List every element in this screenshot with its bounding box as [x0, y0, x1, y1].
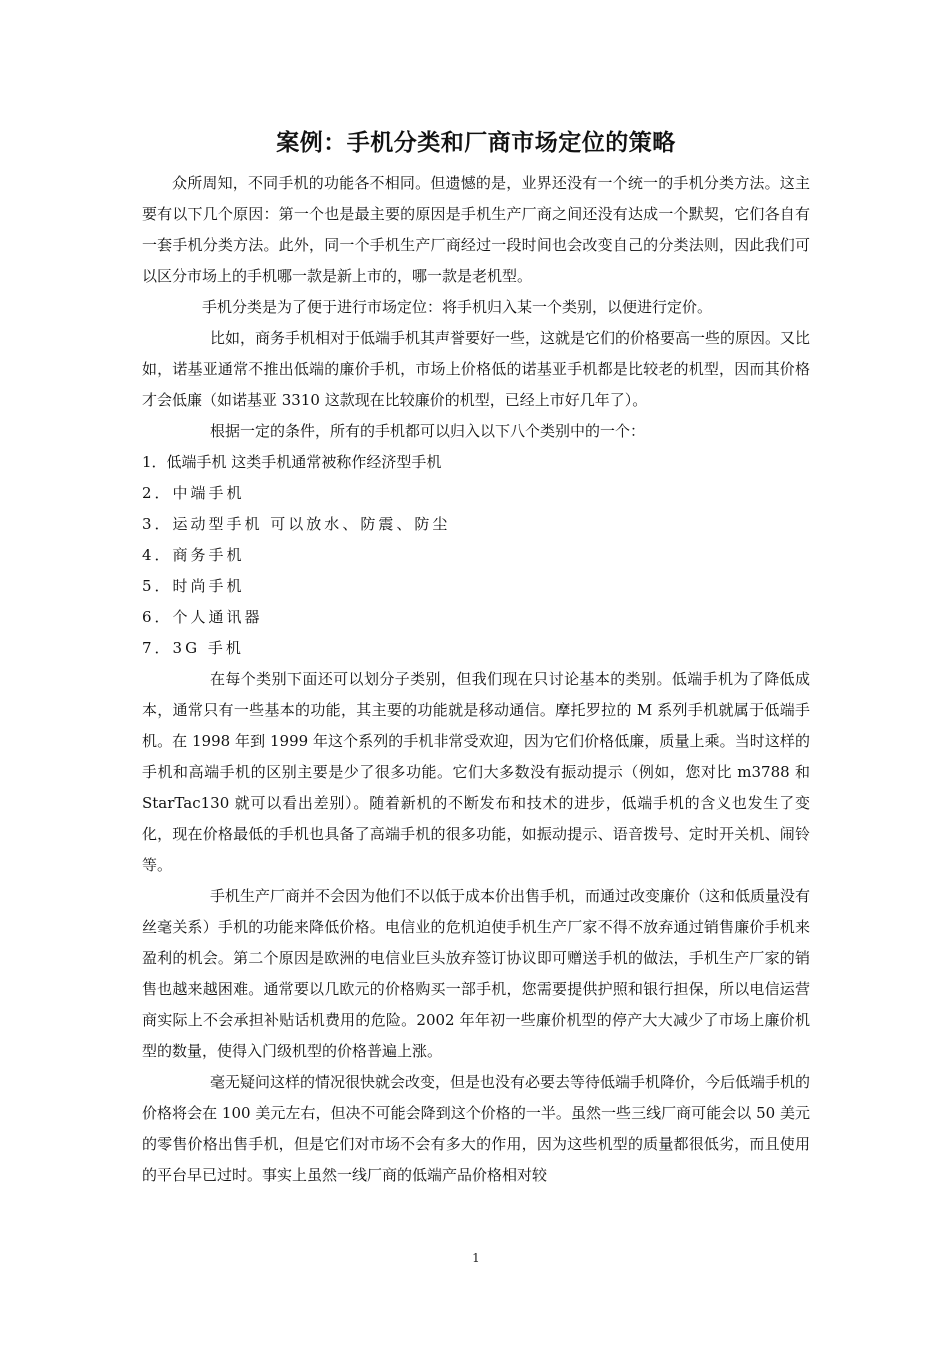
list-item: 3．运动型手机 可以放水、防震、防尘	[142, 515, 451, 533]
paragraph-examples: 比如，商务手机相对于低端手机其声誉要好一些，这就是它们的价格要高一些的原因。又比如，诺基亚通常不推出低端的廉价手机，市场上价格低的诺基亚手机都是比较老的机型，因而其价格才会低廉（如诺基亚 3310 这款现在比较廉价的机型，已经上市好几年了）。	[142, 329, 811, 409]
paragraph-intro: 众所周知，不同手机的功能各不相同。但遗憾的是，业界还没有一个统一的手机分类方法。这主要有以下几个原因：第一个也是最主要的原因是手机生产厂商之间还没有达成一个默契，它们各自有一套手机分类方法。此外，同一个手机生产厂商经过一段时间也会改变自己的分类法则，因此我们可以区分市场上的手机哪一款是新上市的，哪一款是老机型。	[142, 174, 810, 285]
paragraph-low-end: 在每个类别下面还可以划分子类别，但我们现在只讨论基本的类别。低端手机为了降低成本，通常只有一些基本的功能，其主要的功能就是移动通信。摩托罗拉的 M 系列手机就属于低端手机。在 1998 年到 1999 年这个系列的手机非常受欢迎，因为它们价格低廉，质量上乘。当时这样的手机和高端手机的区别主要是少了很多功能。它们大多数没有振动提示（例如，您对比 m3788 和 StarTac130 就可以看出差别）。随着新机的不断发布和技术的进步，低端手机的含义也发生了变化，现在价格最低的手机也具备了高端手机的很多功能，如振动提示、语音拨号、定时开关机、闹铃等。	[142, 670, 810, 874]
list-item: 1．低端手机 这类手机通常被称作经济型手机	[142, 453, 442, 471]
paragraph-manufacturers: 手机生产厂商并不会因为他们不以低于成本价出售手机，而通过改变廉价（这和低质量没有丝毫关系）手机的功能来降低价格。电信业的危机迫使手机生产厂家不得不放弃通过销售廉价手机来盈利的机会。第二个原因是欧洲的电信业巨头放弃签订协议即可赠送手机的做法，手机生产厂家的销售也越来越困难。通常要以几欧元的价格购买一部手机，您需要提供护照和银行担保，所以电信运营商实际上不会承担补贴话机费用的危险。2002 年年初一些廉价机型的停产大大减少了市场上廉价机型的数量，使得入门级机型的价格普遍上涨。	[142, 887, 811, 1060]
list-item: 7．3G 手机	[142, 639, 244, 657]
list-item: 6．个人通讯器	[142, 608, 263, 626]
document-body	[142, 168, 810, 1191]
document-title: 案例：手机分类和厂商市场定位的策略	[276, 130, 676, 156]
list-item: 5．时尚手机	[142, 577, 245, 595]
page-number: 1	[472, 1251, 480, 1265]
list-item: 2．中端手机	[142, 484, 245, 502]
paragraph-categories-intro: 根据一定的条件，所有的手机都可以归入以下八个类别中的一个：	[210, 422, 646, 440]
paragraph-positioning: 手机分类是为了便于进行市场定位：将手机归入某一个类别，以便进行定价。	[202, 298, 713, 316]
list-item: 4．商务手机	[142, 546, 245, 564]
category-list	[142, 447, 810, 664]
paragraph-outlook: 毫无疑问这样的情况很快就会改变，但是也没有必要去等待低端手机降价，今后低端手机的价格将会在 100 美元左右，但决不可能会降到这个价格的一半。虽然一些三线厂商可能会以 50 美元的零售价格出售手机，但是它们对市场不会有多大的作用，因为这些机型的质量都很低劣，而且使用的平台早已过时。事实上虽然一线厂商的低端产品价格相对较	[142, 1073, 811, 1184]
